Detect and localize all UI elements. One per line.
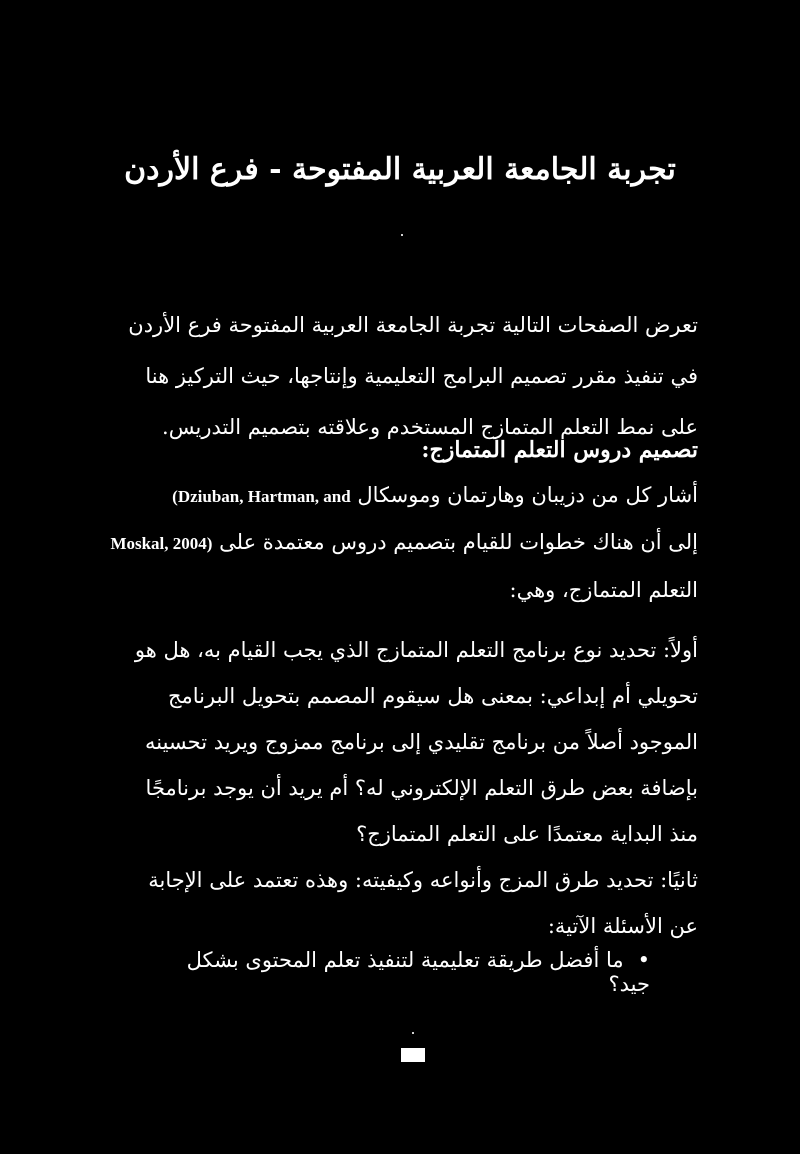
- bullet-text: ما أفضل طريقة تعليمية لتنفيذ تعلم المحتوى بشكل جيد؟: [186, 948, 650, 996]
- first-point-paragraph: أولاً: تحديد نوع برنامج التعلم المتمازج الذي يجب القيام به، هل هو تحويلي أم إبداعي: بمعنى هل سيقوم المصمم بتحويل البرنامج الموجود أصلاً من برنامج تقليدي إلى برنامج ممزوج ويريد تحسينه بإضافة بعض طرق التعلم الإلكتروني له؟ أم يريد أن يوجد برنامجًا منذ البداية معتمدًا على التعلم المتمازج؟: [134, 638, 698, 846]
- page-number-box: [401, 1048, 425, 1062]
- citation-year-en: Moskal, 2004): [110, 534, 213, 553]
- citation-line-2: [110, 530, 698, 554]
- citation-line-3: [118, 578, 698, 602]
- second-point-paragraph: ثانيًا: تحديد طرق المزج وأنواعه وكيفيته: وهذه تعتمد على الإجابة عن الأسئلة الآتية:: [148, 868, 698, 938]
- speck: [412, 1032, 414, 1034]
- citation-authors-ar: أشار كل من دزيبان وهارتمان وموسكال: [357, 483, 698, 507]
- page-title: تجربة الجامعة العربية المفتوحة - فرع الأردن: [124, 152, 676, 187]
- citation-text-end: التعلم المتمازج، وهي:: [509, 578, 698, 602]
- citation-authors-en: (Dziuban, Hartman, and: [172, 487, 351, 506]
- speck: [401, 234, 403, 236]
- list-item: [150, 948, 650, 996]
- intro-paragraph: تعرض الصفحات التالية تجربة الجامعة العربية المفتوحة فرع الأردن في تنفيذ مقرر تصميم البرامج التعليمية وإنتاجها، حيث التركيز هنا على نمط التعلم المتمازج المستخدم وعلاقته بتصميم التدريس.: [128, 313, 698, 439]
- section-heading: تصميم دروس التعلم المتمازج:: [421, 437, 698, 463]
- citation-text-ar: إلى أن هناك خطوات للقيام بتصميم دروس معتمدة على: [219, 530, 698, 554]
- bullet-icon: •: [637, 948, 650, 972]
- citation-line-1: [118, 483, 698, 507]
